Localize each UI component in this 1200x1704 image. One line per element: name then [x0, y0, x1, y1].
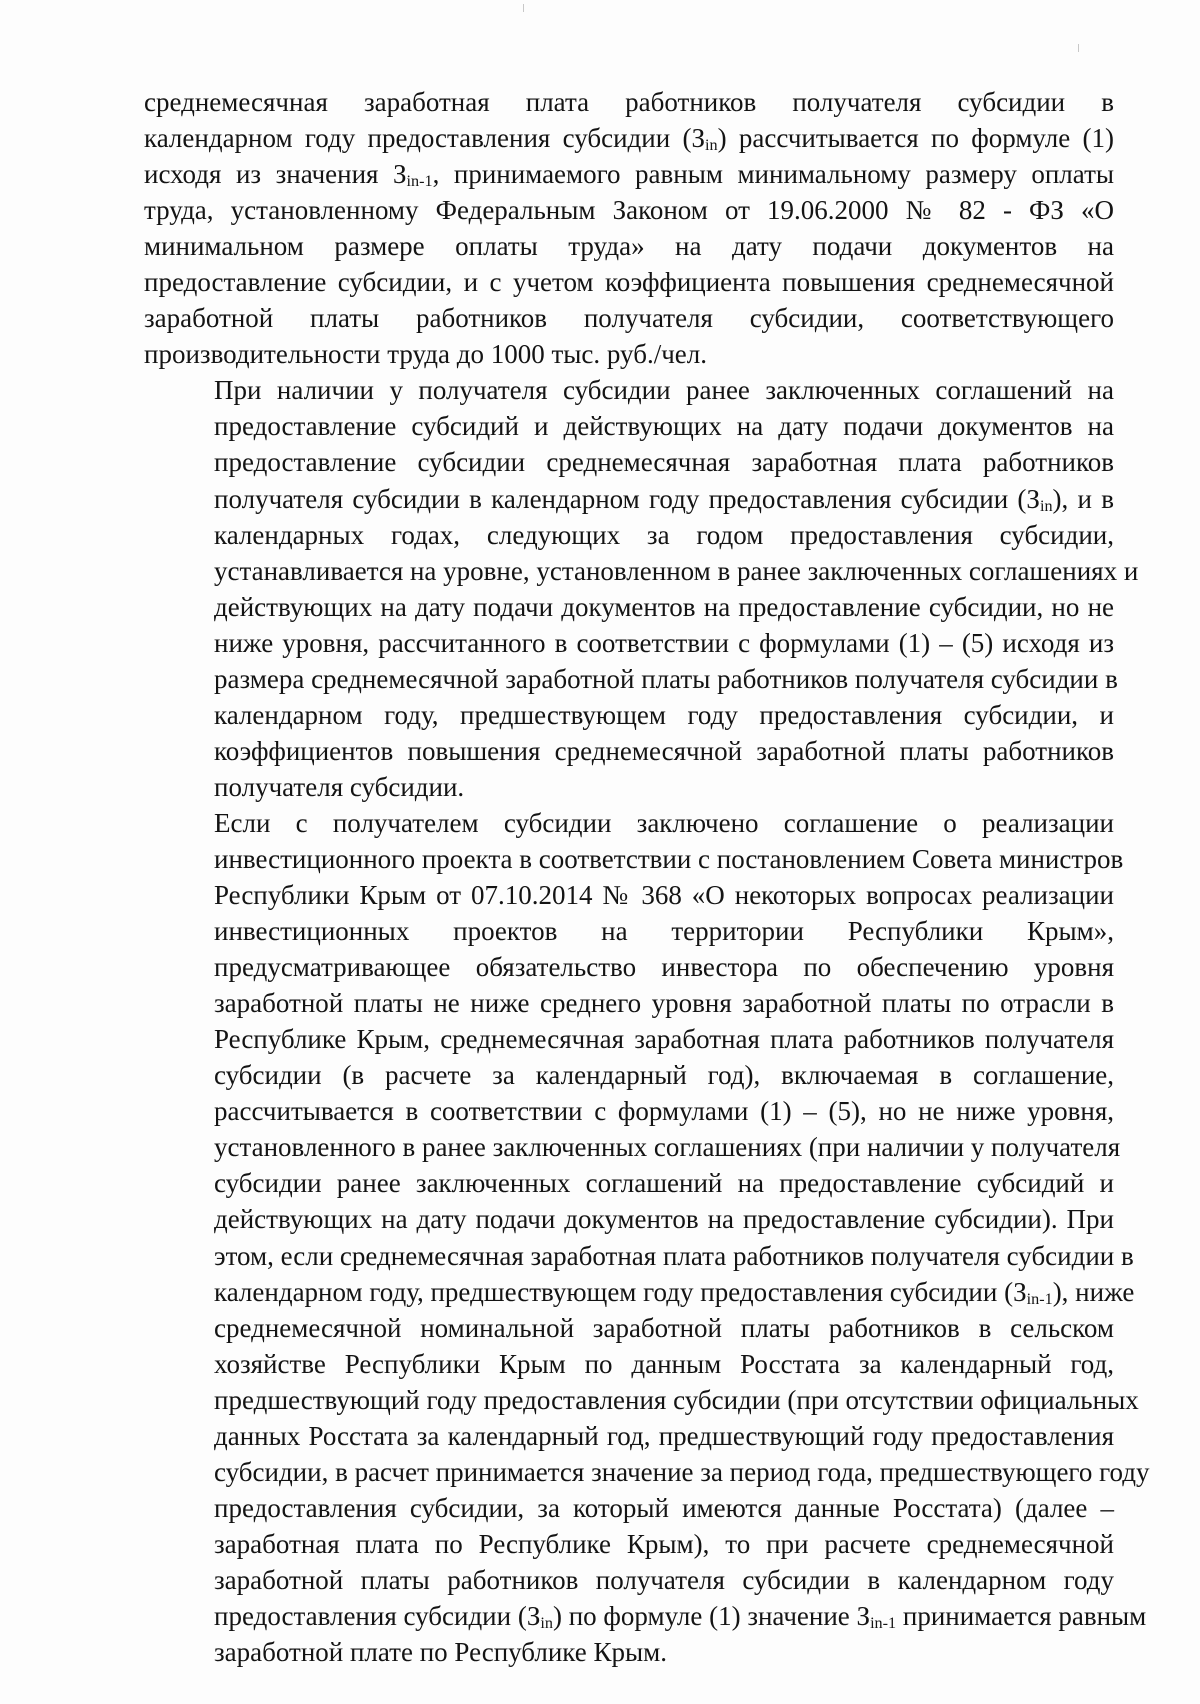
text-segment: предусматривающее обязательство инвестора по обеспечению уровня	[214, 952, 1114, 983]
text-line	[144, 444, 1114, 480]
text-line	[144, 841, 1124, 877]
text-segment: заработной платы работников получателя субсидии в календарном году	[214, 1564, 1114, 1595]
text-line	[144, 1418, 1114, 1454]
text-segment: среднемесячная заработная плата работников получателя субсидии в	[144, 87, 1114, 117]
text-line	[144, 1129, 1121, 1165]
text-segment: предоставление субсидии среднемесячная заработная плата работников	[214, 447, 1114, 478]
text-line	[144, 84, 1114, 120]
paragraph	[144, 372, 1139, 805]
subscript-index: in	[1039, 496, 1053, 515]
paragraph	[144, 84, 1114, 372]
text-line	[144, 1634, 1114, 1670]
text-line	[144, 1382, 1139, 1418]
subscript-index: in-1	[870, 1613, 897, 1632]
text-segment: исходя из значения З	[144, 159, 407, 190]
text-line	[144, 1526, 1114, 1562]
text-segment: инвестиционного проекта в соответствии с постановлением Совета министров	[214, 843, 1124, 874]
text-segment: календарном году, предшествующем году предоставления субсидии (З	[214, 1276, 1027, 1307]
text-segment: субсидии ранее заключенных соглашений на предоставление субсидий и	[214, 1168, 1114, 1199]
text-segment: заработной платы работников получателя субсидии, соответствующего	[144, 303, 1114, 334]
text-line	[144, 120, 1114, 156]
text-line	[144, 661, 1118, 697]
text-line	[144, 481, 1114, 517]
text-segment: Республике Крым, среднемесячная заработная плата работников получателя	[214, 1024, 1114, 1055]
text-segment: ), и в	[1052, 483, 1114, 514]
text-segment: субсидии, в расчет принимается значение за период года, предшествующего году	[214, 1456, 1150, 1487]
text-line	[144, 733, 1114, 769]
text-line	[144, 1238, 1134, 1274]
text-segment: предоставление субсидии, и с учетом коэффициента повышения среднемесячной	[144, 267, 1114, 298]
text-segment: предшествующий году предоставления субсидии (при отсутствии официальных	[214, 1384, 1139, 1415]
text-segment: установленного в ранее заключенных соглашениях (при наличии у получателя	[214, 1132, 1121, 1163]
subscript-index: in-1	[1026, 1289, 1053, 1308]
text-line	[144, 1310, 1114, 1346]
text-segment: ниже уровня, рассчитанного в соответствии с формулами (1) – (5) исходя из	[214, 627, 1114, 658]
text-line	[144, 1021, 1114, 1057]
text-segment: устанавливается на уровне, установленном в ранее заключенных соглашениях и	[214, 555, 1139, 586]
text-segment: , принимаемого равным минимальному размеру оплаты	[432, 159, 1115, 190]
subscript-index: in	[540, 1613, 553, 1632]
subscript-index: in-1	[406, 172, 433, 191]
text-segment: среднемесячной номинальной заработной платы работников в сельском	[214, 1312, 1114, 1343]
text-line	[144, 1454, 1150, 1490]
text-segment: субсидии (в расчете за календарный год), включаемая в соглашение,	[214, 1060, 1114, 1091]
text-line	[144, 1093, 1114, 1129]
text-segment: получателя субсидии в календарном году предоставления субсидии (З	[214, 483, 1040, 514]
text-segment: действующих на дату подачи документов на предоставление субсидии). При	[214, 1204, 1114, 1235]
scan-mark	[1078, 44, 1079, 52]
text-line	[144, 300, 1114, 336]
text-line	[144, 1274, 1135, 1310]
text-segment: ), ниже	[1052, 1276, 1135, 1307]
text-line	[144, 228, 1114, 264]
text-line	[144, 1598, 1147, 1634]
text-line	[144, 589, 1114, 625]
text-segment: получателя субсидии.	[214, 771, 465, 802]
text-line	[144, 769, 1114, 805]
document-body	[144, 84, 1150, 1670]
text-line	[144, 949, 1114, 985]
text-line	[144, 805, 1114, 841]
text-segment: инвестиционных проектов на территории Республики Крым»,	[214, 916, 1114, 947]
text-line	[144, 1165, 1114, 1201]
text-segment: Если с получателем субсидии заключено соглашение о реализации	[214, 807, 1114, 838]
text-line	[144, 985, 1114, 1021]
text-line	[144, 1490, 1114, 1526]
scan-mark	[523, 4, 524, 12]
text-segment: минимальном размере оплаты труда» на дату подачи документов на	[144, 231, 1114, 262]
paragraph	[144, 805, 1150, 1670]
text-line	[144, 264, 1114, 300]
text-segment: труда, установленному Федеральным Законом от 19.06.2000 № 82 - ФЗ «О	[144, 195, 1114, 226]
text-line	[144, 408, 1114, 444]
text-segment: заработной плате по Республике Крым.	[214, 1637, 667, 1668]
text-line	[144, 517, 1114, 553]
text-segment: предоставление субсидий и действующих на дату подачи документов на	[214, 411, 1114, 442]
text-line	[144, 553, 1139, 589]
text-segment: предоставления субсидии, за который имеются данные Росстата) (далее –	[214, 1492, 1114, 1523]
text-segment: календарных годах, следующих за годом предоставления субсидии,	[214, 519, 1114, 550]
text-segment: предоставления субсидии (З	[214, 1600, 541, 1631]
text-line	[144, 913, 1114, 949]
subscript-index: in	[705, 136, 718, 155]
text-segment: заработная плата по Республике Крым), то при расчете среднемесячной	[214, 1528, 1114, 1559]
text-segment: размера среднемесячной заработной платы работников получателя субсидии в	[214, 663, 1118, 694]
text-line	[144, 156, 1114, 192]
text-line	[144, 192, 1114, 228]
text-segment: ) рассчитывается по формуле (1)	[717, 123, 1114, 154]
text-segment: хозяйстве Республики Крым по данным Росстата за календарный год,	[214, 1348, 1114, 1379]
text-segment: календарном году предоставления субсидии (З	[144, 123, 706, 154]
text-segment: данных Росстата за календарный год, предшествующий году предоставления	[214, 1420, 1114, 1451]
text-line	[144, 372, 1114, 408]
text-line	[144, 877, 1114, 913]
text-segment: ) по формуле (1) значение З	[552, 1600, 871, 1631]
text-segment: принимается равным	[896, 1600, 1147, 1631]
text-line	[144, 1346, 1114, 1382]
text-segment: производительности труда до 1000 тыс. руб./чел.	[144, 339, 707, 370]
text-line	[144, 1201, 1114, 1237]
text-segment: этом, если среднемесячная заработная плата работников получателя субсидии в	[214, 1240, 1134, 1271]
text-segment: При наличии у получателя субсидии ранее заключенных соглашений на	[214, 375, 1114, 406]
text-segment: Республики Крым от 07.10.2014 № 368 «О некоторых вопросах реализации	[214, 880, 1114, 911]
text-line	[144, 1562, 1114, 1598]
text-segment: действующих на дату подачи документов на предоставление субсидии, но не	[214, 591, 1114, 622]
text-segment: коэффициентов повышения среднемесячной заработной платы работников	[214, 735, 1114, 766]
text-segment: календарном году, предшествующем году предоставления субсидии, и	[214, 699, 1114, 730]
text-line	[144, 1057, 1114, 1093]
text-segment: заработной платы не ниже среднего уровня заработной платы по отрасли в	[214, 988, 1114, 1019]
text-line	[144, 697, 1114, 733]
text-line	[144, 336, 1114, 372]
text-segment: рассчитывается в соответствии с формулами (1) – (5), но не ниже уровня,	[214, 1096, 1114, 1127]
text-line	[144, 625, 1114, 661]
